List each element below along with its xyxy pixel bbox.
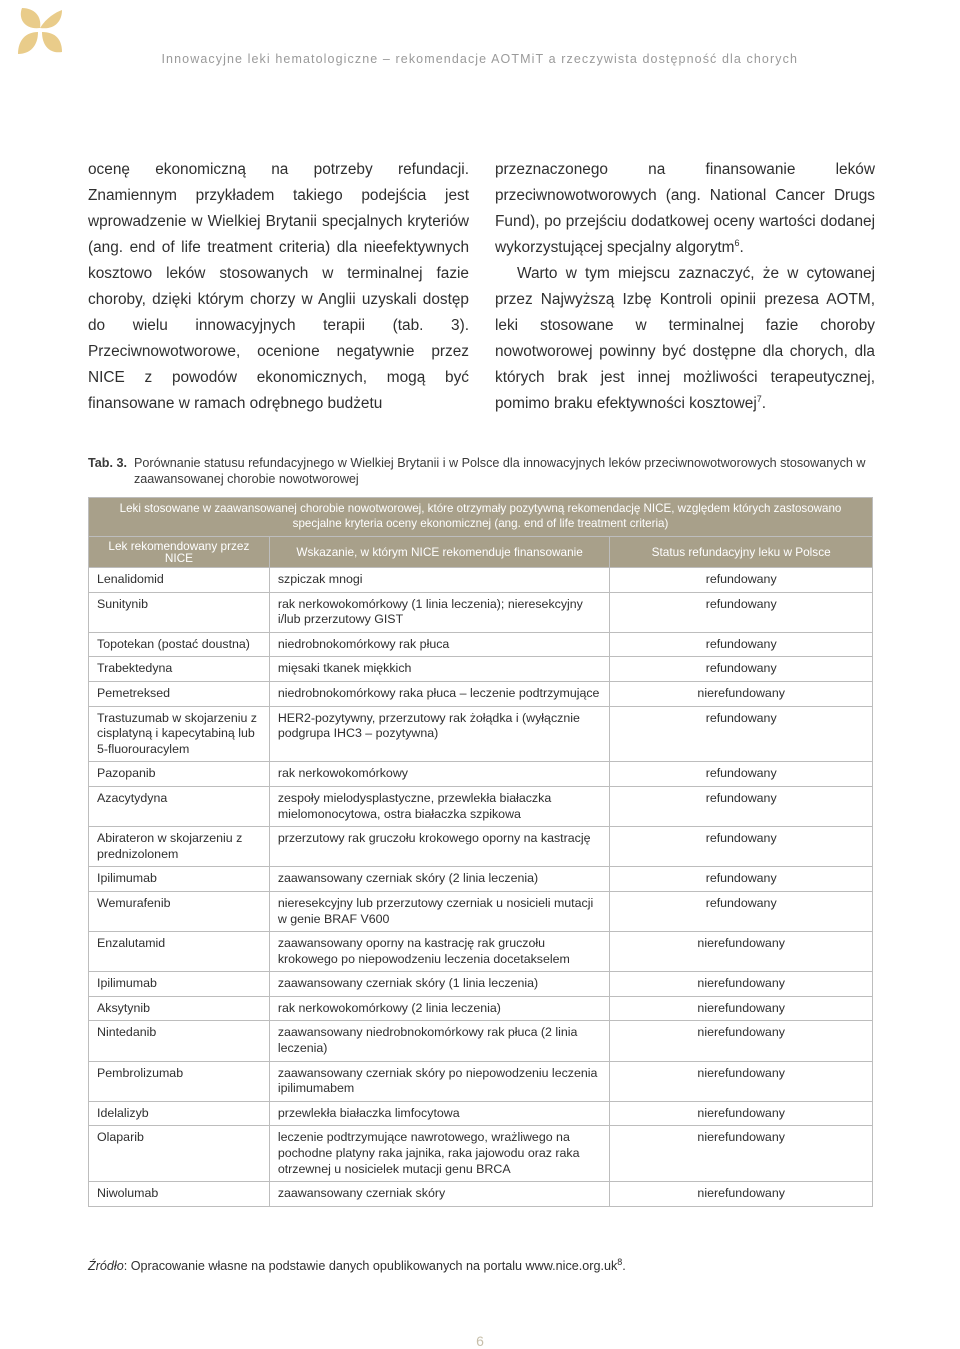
cell-indication: zaawansowany niedrobnokomórkowy rak płuca (2 linia leczenia) (269, 1021, 610, 1061)
page-number: 6 (476, 1333, 484, 1349)
footnote-ref: 6 (734, 237, 740, 248)
table-row (89, 592, 873, 632)
comparison-table (88, 497, 873, 1207)
cell-drug: Lenalidomid (89, 568, 270, 593)
footnote-ref: 8 (617, 1256, 623, 1267)
table-row (89, 681, 873, 706)
cell-indication: rak nerkowokomórkowy (2 linia leczenia) (269, 996, 610, 1021)
cell-indication: zaawansowany czerniak skóry (1 linia leczenia) (269, 972, 610, 997)
cell-drug: Sunitynib (89, 592, 270, 632)
logo-petal (42, 32, 62, 52)
cell-status: refundowany (610, 867, 873, 892)
cell-drug: Trabektedyna (89, 657, 270, 682)
logo-petal (18, 32, 38, 54)
table-row (89, 1101, 873, 1126)
cell-drug: Azacytydyna (89, 786, 270, 826)
cell-status: nierefundowany (610, 972, 873, 997)
table-row (89, 762, 873, 787)
cell-status: refundowany (610, 706, 873, 762)
body-paragraph: Warto w tym miejscu zaznaczyć, że w cytowanej przez Najwyższą Izbę Kontroli opinii prezesa AOTM, leki stosowane w terminalnej fazie choroby nowotworowej powinny być dostępne dla chorych, dla których brak jest innej możliwości terapeutycznej, pomimo braku efektywności kosztowej$^7$. (495, 265, 875, 412)
table-row (89, 932, 873, 972)
column-header-status: Status refundacyjny leku w Polsce (610, 537, 873, 568)
table-row (89, 632, 873, 657)
body-paragraph: przeznaczonego na finansowanie leków przeciwnowotworowych (ang. National Cancer Drugs Fund), po przejściu dodatkowej oceny wartości dodanej wykorzystującej specjalny algorytm$^6$. (495, 161, 875, 256)
cell-indication: zespoły mielodysplastyczne, przewlekła białaczka mielomonocytowa, ostra białaczka szpikowa (269, 786, 610, 826)
table-row (89, 972, 873, 997)
cell-indication: nieresekcyjny lub przerzutowy czerniak u nosicieli mutacji w genie BRAF V600 (269, 891, 610, 931)
cell-indication: rak nerkowokomórkowy (1 linia leczenia); nieresekcyjny i/lub przerzutowy GIST (269, 592, 610, 632)
table-caption-text: Porównanie statusu refundacyjnego w Wielkiej Brytanii i w Polsce dla innowacyjnych leków przeciwnowotworowych stosowanych w zaawansowanej chorobie nowotworowej (134, 456, 866, 486)
table-body (89, 568, 873, 1207)
cell-drug: Olaparib (89, 1126, 270, 1182)
cell-indication: zaawansowany czerniak skóry (2 linia leczenia) (269, 867, 610, 892)
footnote-ref: 7 (756, 393, 762, 404)
source-label: Źródło (88, 1259, 124, 1273)
table-row (89, 891, 873, 931)
table-row (89, 827, 873, 867)
cell-indication: zaawansowany oporny na kastrację rak gruczołu krokowego po niepowodzeniu leczenia docetakselem (269, 932, 610, 972)
cell-drug: Abirateron w skojarzeniu z prednizolonem (89, 827, 270, 867)
cell-drug: Nintedanib (89, 1021, 270, 1061)
cell-indication: HER2-pozytywny, przerzutowy rak żołądka i (wyłącznie podgrupa IHC3 – pozytywna) (269, 706, 610, 762)
table-label: Tab. 3. (88, 456, 127, 470)
cell-status: nierefundowany (610, 1101, 873, 1126)
cell-status: refundowany (610, 568, 873, 593)
cell-status: refundowany (610, 657, 873, 682)
table-row (89, 1021, 873, 1061)
column-header-drug: Lek rekomendowany przez NICE (89, 537, 270, 568)
cell-drug: Topotekan (postać doustna) (89, 632, 270, 657)
cell-status: nierefundowany (610, 1061, 873, 1101)
cell-drug: Enzalutamid (89, 932, 270, 972)
table-row (89, 657, 873, 682)
cell-indication: mięsaki tkanek miękkich (269, 657, 610, 682)
table-row (89, 568, 873, 593)
cell-drug: Ipilimumab (89, 867, 270, 892)
column-header-indication: Wskazanie, w którym NICE rekomenduje finansowanie (269, 537, 610, 568)
table-row (89, 1061, 873, 1101)
table-row (89, 706, 873, 762)
cell-drug: Trastuzumab w skojarzeniu z cisplatyną i kapecytabiną lub 5-fluorouracylem (89, 706, 270, 762)
logo-petal (40, 10, 62, 28)
cell-drug: Aksytynib (89, 996, 270, 1021)
body-column-left (88, 157, 469, 417)
cell-status: refundowany (610, 786, 873, 826)
cell-status: refundowany (610, 891, 873, 931)
cell-indication: niedrobnokomórkowy rak płuca (269, 632, 610, 657)
cell-status: nierefundowany (610, 1021, 873, 1061)
cell-drug: Pembrolizumab (89, 1061, 270, 1101)
cell-drug: Idelalizyb (89, 1101, 270, 1126)
cell-status: refundowany (610, 592, 873, 632)
cell-indication: zaawansowany czerniak skóry (269, 1182, 610, 1207)
cell-status: nierefundowany (610, 996, 873, 1021)
cell-drug: Niwolumab (89, 1182, 270, 1207)
cell-indication: przewlekła białaczka limfocytowa (269, 1101, 610, 1126)
table-top-header: Leki stosowane w zaawansowanej chorobie nowotworowej, które otrzymały pozytywną rekomendację NICE, względem których zastosowano specjalne kryteria oceny ekonomicznej (ang. end of life treatment criteria) (89, 498, 873, 537)
cell-drug: Wemurafenib (89, 891, 270, 931)
table-caption (88, 455, 878, 487)
cell-status: nierefundowany (610, 681, 873, 706)
cell-indication: rak nerkowokomórkowy (269, 762, 610, 787)
cell-indication: leczenie podtrzymujące nawrotowego, wrażliwego na pochodne platyny raka jajnika, raka jajowodu oraz raka otrzewnej u nosicielek mutacji genu BRCA (269, 1126, 610, 1182)
cell-indication: zaawansowany czerniak skóry po niepowodzeniu leczenia ipilimumabem (269, 1061, 610, 1101)
cell-status: nierefundowany (610, 932, 873, 972)
cell-drug: Ipilimumab (89, 972, 270, 997)
table-row (89, 786, 873, 826)
table-row (89, 1182, 873, 1207)
logo-petal (21, 8, 41, 28)
cell-indication: niedrobnokomórkowy raka płuca – leczenie podtrzymujące (269, 681, 610, 706)
cell-status: refundowany (610, 632, 873, 657)
cell-drug: Pazopanib (89, 762, 270, 787)
cell-indication: przerzutowy rak gruczołu krokowego oporny na kastrację (269, 827, 610, 867)
table-source: Źródło: Opracowanie własne na podstawie danych opublikowanych na portalu $www.nice.org.uk^8$. (88, 1256, 626, 1273)
cell-status: nierefundowany (610, 1182, 873, 1207)
body-column-right (495, 157, 875, 417)
running-header: Innowacyjne leki hematologiczne – rekomendacje AOTMiT a rzeczywista dostępność dla chorych (161, 52, 798, 66)
cell-status: nierefundowany (610, 1126, 873, 1182)
table-row (89, 1126, 873, 1182)
table-row (89, 867, 873, 892)
body-paragraph: ocenę ekonomiczną na potrzeby refundacji. Znamiennym przykładem takiego podejścia jest wprowadzenie w Wielkiej Brytanii specjalnych kryteriów (ang. end of life treatment criteria) dla nieefektywnych kosztowo leków stosowanych w terminalnej fazie choroby, dzięki którym chorzy w Anglii uzyskali dostęp do wielu innowacyjnych terapii (tab. 3). Przeciwnowotworowe, ocenione negatywnie przez NICE z powodów ekonomicznych, mogą być finansowane w ramach odrębnego budżetu (88, 161, 469, 412)
cell-status: refundowany (610, 762, 873, 787)
table-row (89, 996, 873, 1021)
cell-indication: szpiczak mnogi (269, 568, 610, 593)
cell-status: refundowany (610, 827, 873, 867)
leaf-logo-icon (16, 6, 64, 58)
cell-drug: Pemetreksed (89, 681, 270, 706)
